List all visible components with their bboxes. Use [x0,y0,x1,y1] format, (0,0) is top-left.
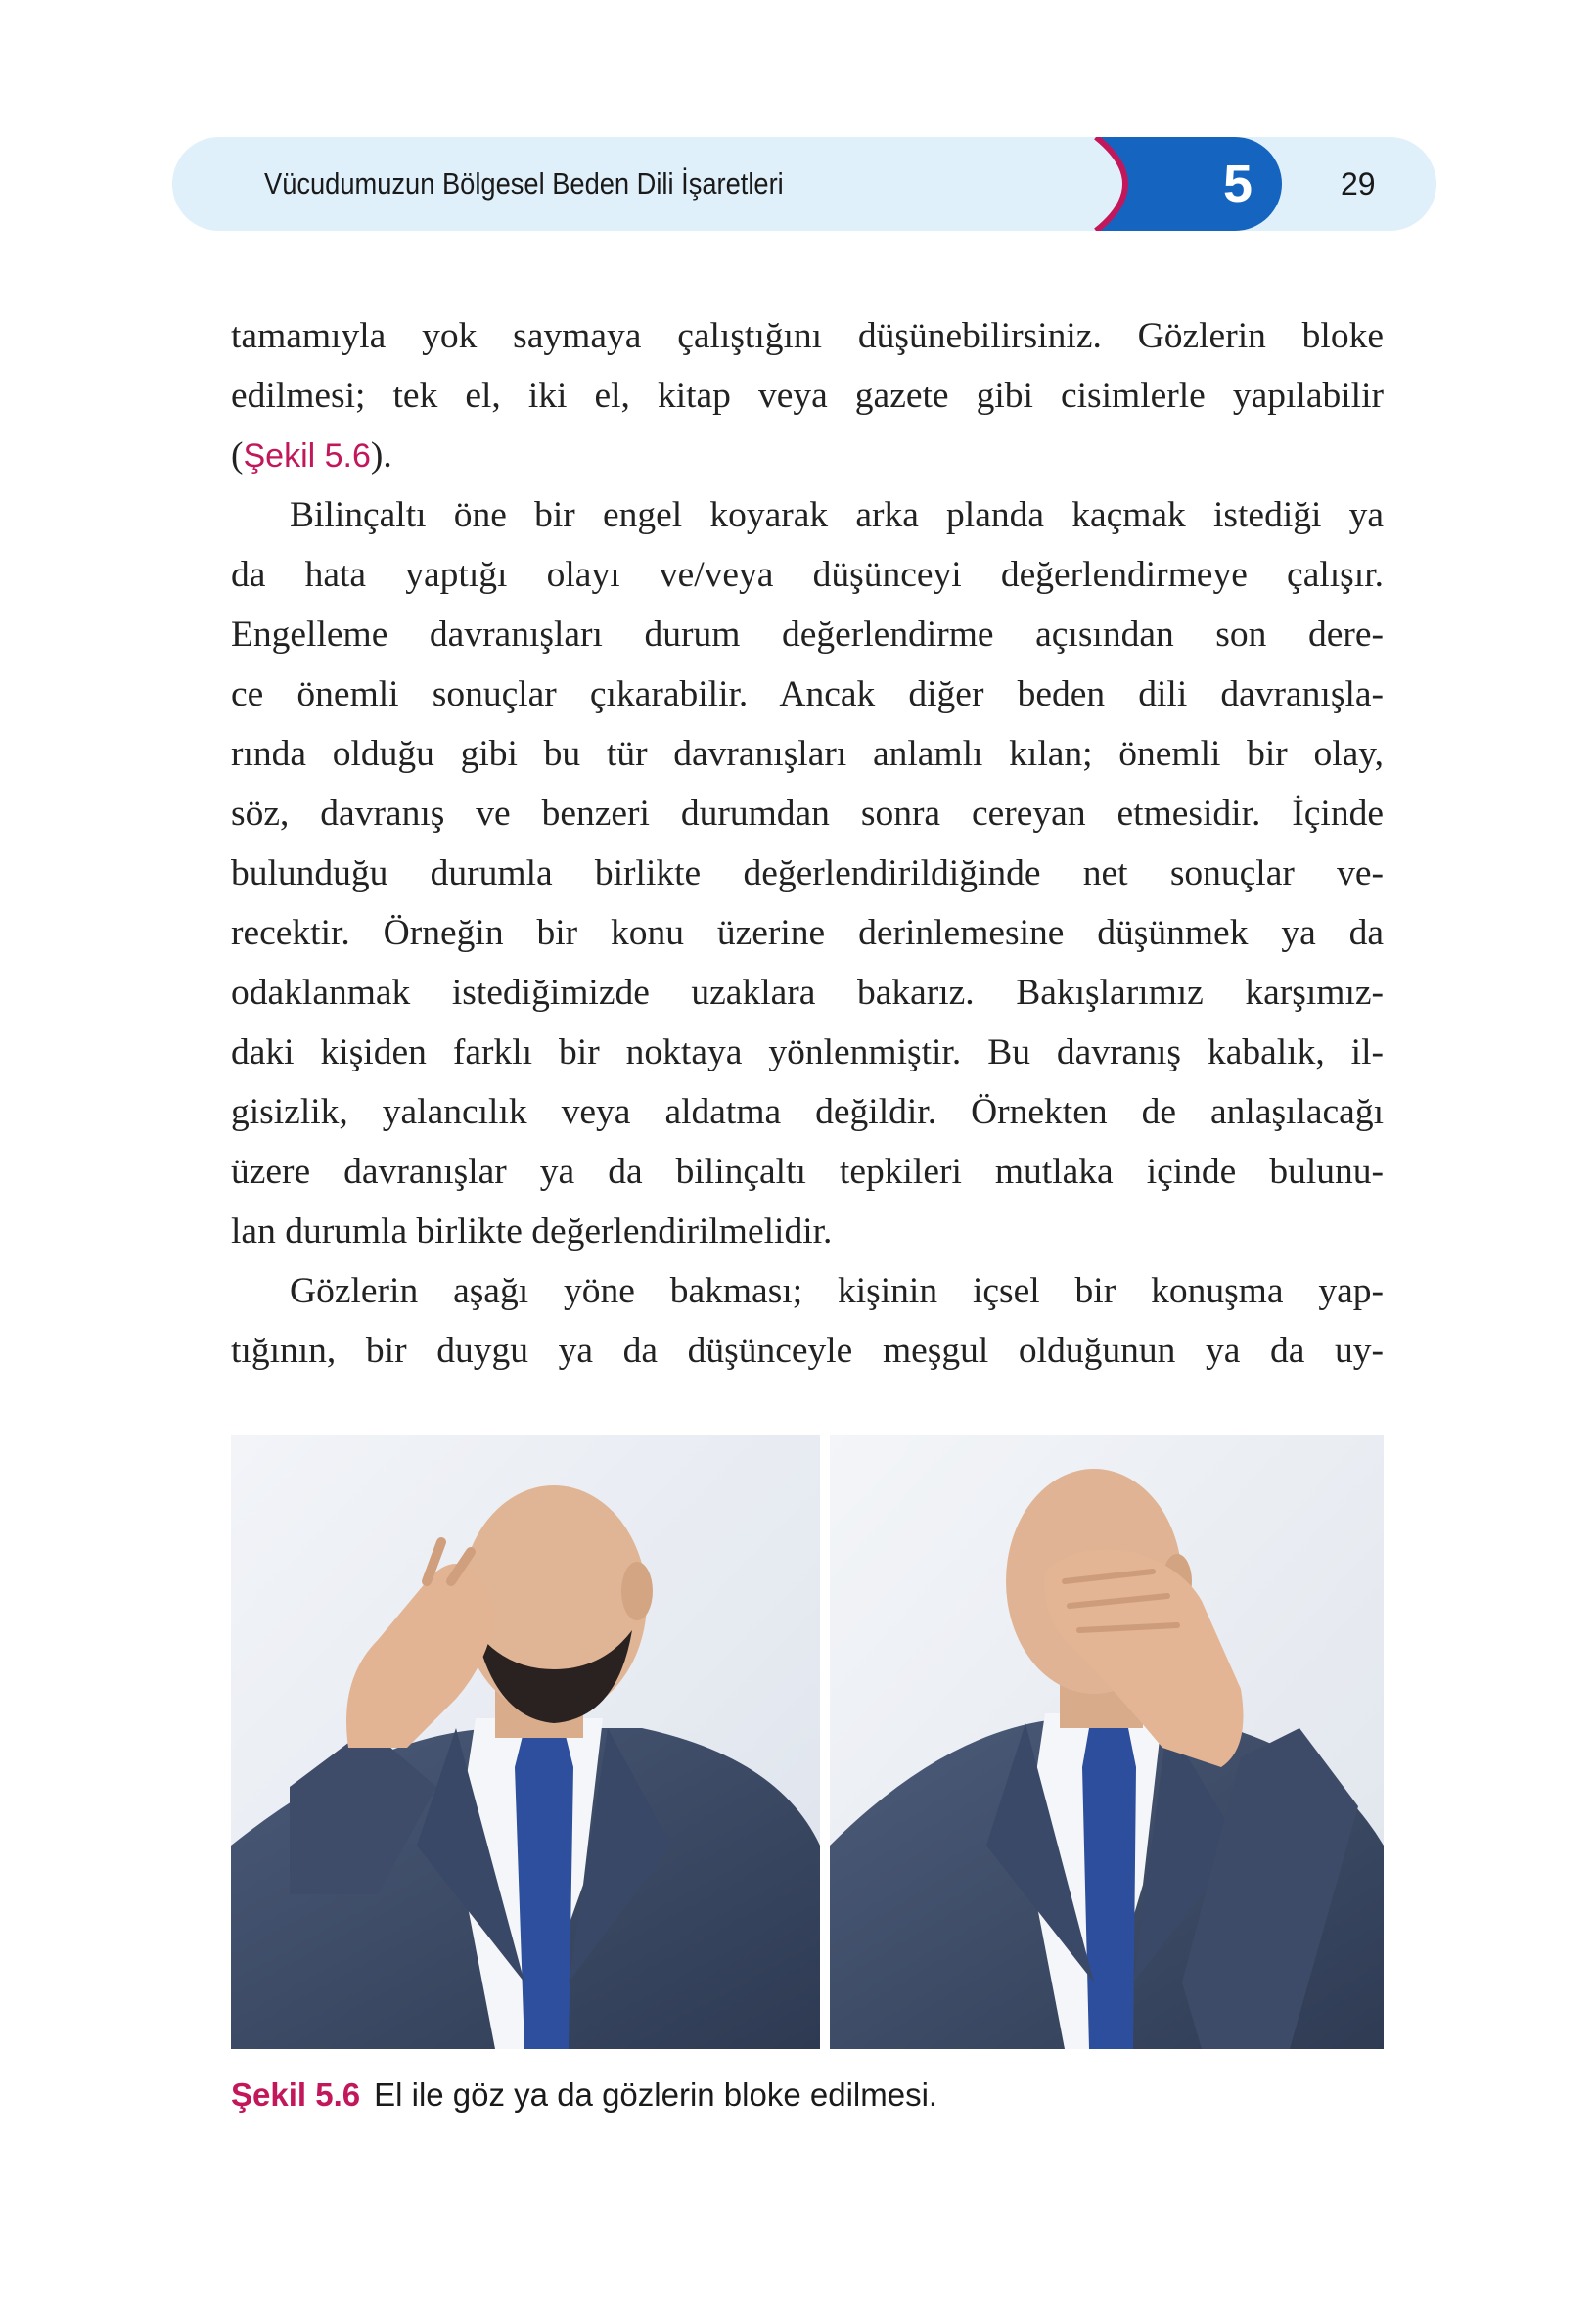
chapter-number: 5 [1222,155,1253,213]
text-line: Bilinçaltı öne bir engel koyarak arka planda kaçmak istediği ya [290,495,1384,535]
text-line: Gözlerin aşağı yöne bakması; kişinin içsel bir konuşma yap- [290,1271,1384,1311]
text-line: recektir. Örneğin bir konu üzerine derinlemesine düşünmek ya da [231,913,1384,953]
text-line: edilmesi; tek el, iki el, kitap veya gazete gibi cisimlerle yapılabilir [231,376,1384,416]
text-line: ce önemli sonuçlar çıkarabilir. Ancak diğer beden dili davranışla- [231,674,1384,714]
figure-photo-left [231,1435,820,2049]
text-line: söz, davranış ve benzeri durumdan sonra cereyan etmesidir. İçinde [231,794,1384,834]
text-line: odaklanmak istediğimizde uzaklara bakarız. Bakışlarımız karşımız- [231,973,1384,1013]
text-line-figure-ref [231,426,1384,485]
page-number: 29 [1341,166,1376,202]
figure-photo-right [830,1435,1384,2049]
text-line: tamamıyla yok saymaya çalıştığını düşünebilirsiniz. Gözlerin bloke [231,316,1384,356]
text-line: tığının, bir duygu ya da düşünceyle meşgul olduğunun ya da uy- [231,1331,1384,1371]
text-line: üzere davranışlar ya da bilinçaltı tepkileri mutlaka içinde bulunu- [231,1152,1384,1192]
text-line: bulunduğu durumla birlikte değerlendirildiğinde net sonuçlar ve- [231,853,1384,893]
ref-close: ). [370,435,392,476]
body-text [231,306,1384,1381]
text-line: lan durumla birlikte değerlendirilmelidir. [231,1211,833,1252]
text-line: Engelleme davranışları durum değerlendirme açısından son dere- [231,615,1384,655]
text-line: da hata yaptığı olayı ve/veya düşünceyi değerlendirmeye çalışır. [231,555,1384,595]
figure-caption-text: El ile göz ya da gözlerin bloke edilmesi. [374,2076,938,2113]
figure-caption [231,2073,937,2118]
figure-label: Şekil 5.6 [231,2076,361,2113]
figure-reference-link[interactable]: Şekil 5.6 [243,437,371,475]
ref-open: ( [231,435,244,476]
running-header-title: Vücudumuzun Bölgesel Beden Dili İşaretleri [264,166,784,201]
text-line: rında olduğu gibi bu tür davranışları anlamlı kılan; önemli bir olay, [231,734,1384,774]
text-line: gisizlik, yalancılık veya aldatma değildir. Örnekten de anlaşılacağı [231,1092,1384,1132]
text-line: daki kişiden farklı bir noktaya yönlenmiştir. Bu davranış kabalık, il- [231,1032,1384,1072]
